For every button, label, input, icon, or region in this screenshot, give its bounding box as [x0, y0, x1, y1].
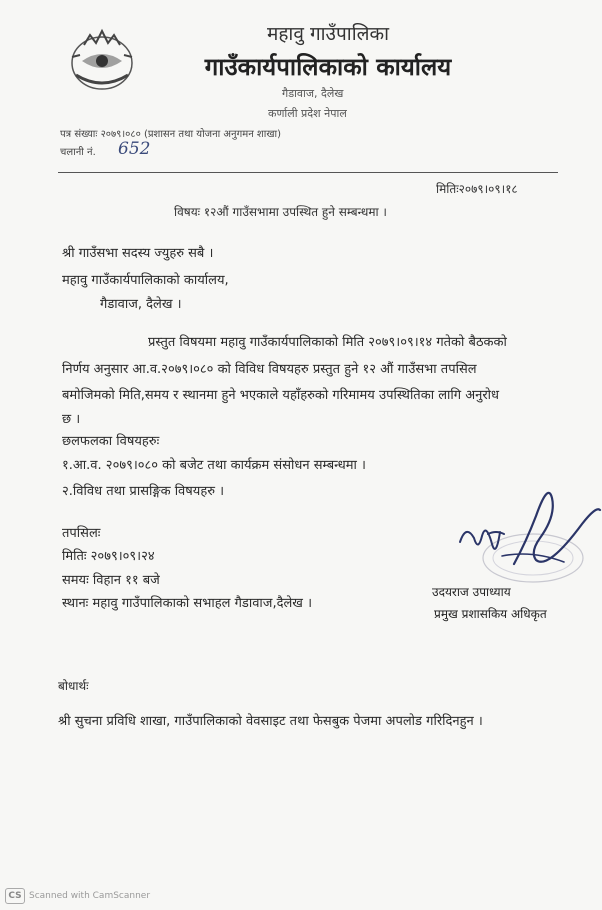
scanner-watermark-text: Scanned with CamScanner	[29, 891, 151, 901]
schedule-heading: तपसिलः	[62, 526, 101, 541]
organization-name: महावु गाउँपालिका	[266, 23, 390, 45]
dispatch-label: चलानी नं.	[60, 147, 96, 158]
schedule-venue: स्थानः महावु गाउँपालिकाको सभाहल गैडावाज,दैलेख ।	[62, 596, 312, 611]
office-province: कर्णाली प्रदेश नेपाल	[268, 107, 347, 120]
agenda-item: २.विविध तथा प्रासङ्गिक विषयहरु ।	[62, 484, 225, 499]
office-place: गैडावाज, दैलेख	[282, 87, 344, 100]
body-line-1: प्रस्तुत विषयमा महावु गाउँकार्यपालिकाको मिति २०७९।०९।१४ गतेको बैठकको	[148, 335, 507, 350]
body-line-3: बमोजिमको मिति,समय र स्थानमा हुने भएकाले यहाँहरुको गरिमामय उपस्थितिका लागि अनुरोध	[62, 388, 500, 403]
agenda-item: १.आ.व. २०७९।०८० को बजेट तथा कार्यक्रम संसोधन सम्बन्धमा ।	[62, 458, 366, 473]
agenda-heading: छलफलका विषयहरुः	[62, 434, 160, 449]
body-line-2: निर्णय अनुसार आ.व.२०७९।०८० को विविध विषयहरु प्रस्तुत हुने १२ औं गाउँसभा तपसिल	[62, 362, 477, 377]
addressee-line-2: महावु गाउँकार्यपालिकाको कार्यालय,	[62, 273, 229, 288]
letter-subject: विषयः १२औं गाउँसभामा उपस्थित हुने सम्बन्धमा ।	[174, 205, 387, 219]
body-line-4: छ ।	[62, 412, 81, 427]
office-name: गाउँकार्यपालिकाको कार्यालय	[204, 53, 452, 81]
schedule-date: मितिः २०७९।०९।२४	[62, 549, 155, 564]
nepal-emblem-icon	[62, 25, 142, 95]
cc-line: श्री सुचना प्रविधि शाखा, गाउँपालिकाको वेवसाइट तथा फेसबुक पेजमा अपलोड गरिदिनहुन ।	[58, 714, 483, 729]
dispatch-number: 652	[118, 139, 151, 159]
letter-number: पत्र संख्याः २०७९।०८० (प्रशासन तथा योजना अनुगमन शाखा)	[60, 129, 281, 140]
header-divider	[58, 172, 558, 173]
scanner-watermark	[5, 888, 150, 904]
addressee-line-3: गैडावाज, दैलेख ।	[100, 297, 182, 312]
cc-heading: बोधार्थः	[58, 679, 89, 693]
signature-icon	[452, 472, 602, 590]
signatory-name: उदयराज उपाध्याय	[432, 585, 511, 599]
schedule-time: समयः विहान ११ बजे	[62, 573, 160, 588]
letter-date: मितिः२०७९।०९।१८	[436, 182, 518, 196]
signatory-title: प्रमुख प्रशासकिय अधिकृत	[434, 607, 547, 621]
addressee-line-1: श्री गाउँसभा सदस्य ज्युहरु सबै ।	[62, 246, 214, 261]
camscanner-logo-icon: CS	[5, 888, 25, 904]
